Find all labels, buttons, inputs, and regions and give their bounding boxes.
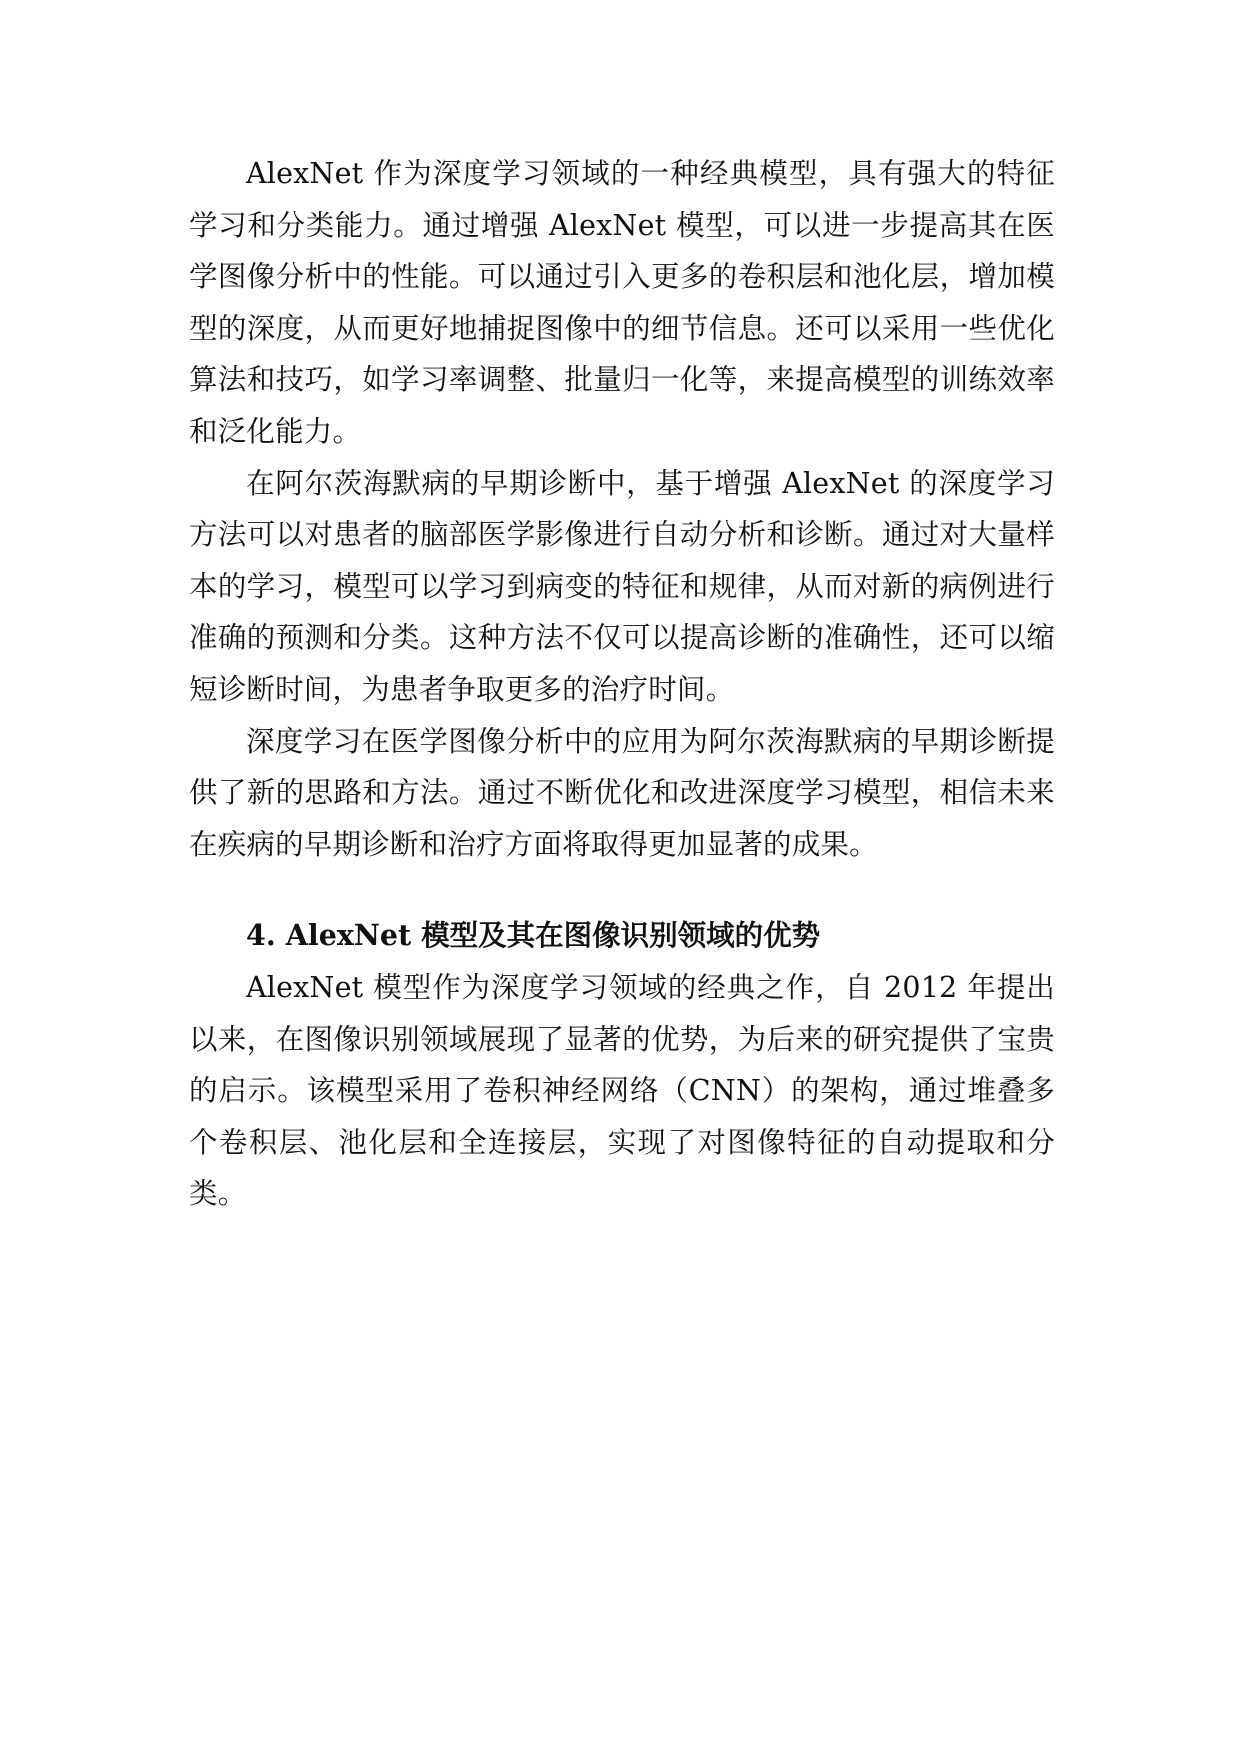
paragraph: 深度学习在医学图像分析中的应用为阿尔茨海默病的早期诊断提供了新的思路和方法。通过不断优化和改进深度学习模型，相信未来在疾病的早期诊断和治疗方面将取得更加显著的成果。 [189,724,1055,861]
section-number: 4. [246,918,276,953]
paragraph: AlexNet 作为深度学习领域的一种经典模型，具有强大的特征学习和分类能力。通过增强 AlexNet 模型，可以进一步提高其在医学图像分析中的性能。可以通过引入更多的卷积层和池化层，增加模型的深度，从而更好地捕捉图像中的细节信息。还可以采用一些优化算法和技巧，如学习率调整、批量归一化等，来提高模型的训练效率和泛化能力。 [189,157,1055,448]
document-body [189,148,1055,1220]
section-heading [189,910,1055,962]
paragraph: AlexNet 模型作为深度学习领域的经典之作，自 2012 年提出以来，在图像识别领域展现了显著的优势，为后来的研究提供了宝贵的启示。该模型采用了卷积神经网络（CNN）的架构，通过堆叠多个卷积层、池化层和全连接层，实现了对图像特征的自动提取和分类。 [189,970,1055,1211]
section-title: AlexNet 模型及其在图像识别领域的优势 [285,918,821,953]
paragraph: 在阿尔茨海默病的早期诊断中，基于增强 AlexNet 的深度学习方法可以对患者的脑部医学影像进行自动分析和诊断。通过对大量样本的学习，模型可以学习到病变的特征和规律，从而对新的病例进行准确的预测和分类。这种方法不仅可以提高诊断的准确性，还可以缩短诊断时间，为患者争取更多的治疗时间。 [189,466,1055,706]
